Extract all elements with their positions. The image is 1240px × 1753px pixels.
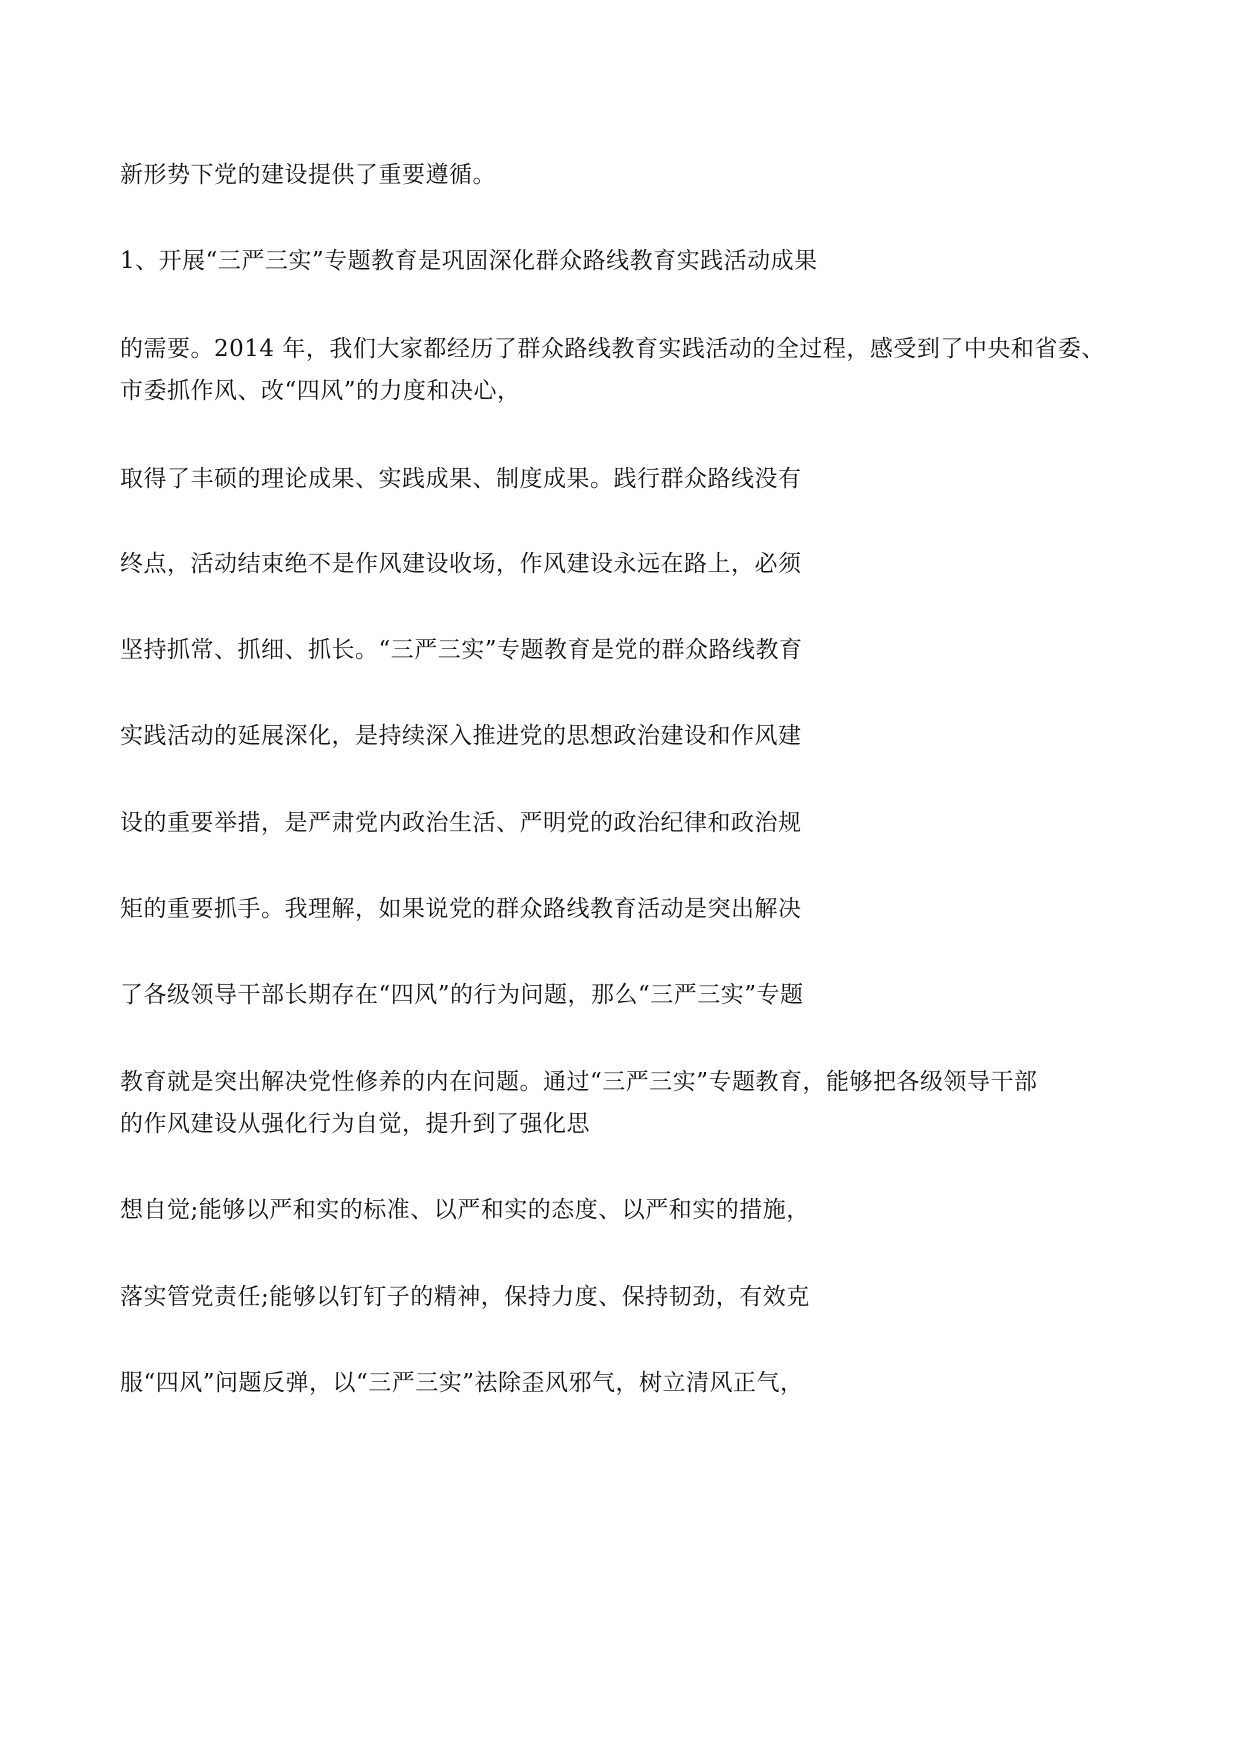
text-line: 市委抓作风、改“四风”的力度和决心， [120,378,521,404]
text-line: 终点，活动结束绝不是作风建设收场，作风建设永远在路上，必须 [120,551,802,577]
text-line: 教育就是突出解决党性修养的内在问题。通过“三严三实”专题教育，能够把各级领导干部 [120,1069,1038,1095]
text-line: 的作风建设从强化行为自觉，提升到了强化思 [120,1111,590,1137]
text-line: 实践活动的延展深化，是持续深入推进党的思想政治建设和作风建 [120,723,802,749]
text-line: 取得了丰硕的理论成果、实践成果、制度成果。践行群众路线没有 [120,466,802,492]
text-line: 服“四风”问题反弹，以“三严三实”祛除歪风邪气，树立清风正气， [120,1370,804,1396]
text-line: 矩的重要抓手。我理解，如果说党的群众路线教育活动是突出解决 [120,896,802,922]
text-line: 的需要。2014 年，我们大家都经历了群众路线教育实践活动的全过程，感受到了中央和省委、 [120,336,1105,362]
section-heading: 1、开展“三严三实”专题教育是巩固深化群众路线教育实践活动成果 [120,248,818,274]
text-line: 了各级领导干部长期存在“四风”的行为问题，那么“三严三实”专题 [120,982,804,1008]
text-line: 设的重要举措，是严肃党内政治生活、严明党的政治纪律和政治规 [120,810,802,836]
text-line: 坚持抓常、抓细、抓长。“三严三实”专题教育是党的群众路线教育 [120,637,803,663]
text-line: 新形势下党的建设提供了重要遵循。 [120,162,496,188]
text-line: 想自觉;能够以严和实的标准、以严和实的态度、以严和实的措施， [120,1197,810,1223]
text-line: 落实管党责任;能够以钉钉子的精神，保持力度、保持韧劲，有效克 [120,1284,810,1310]
